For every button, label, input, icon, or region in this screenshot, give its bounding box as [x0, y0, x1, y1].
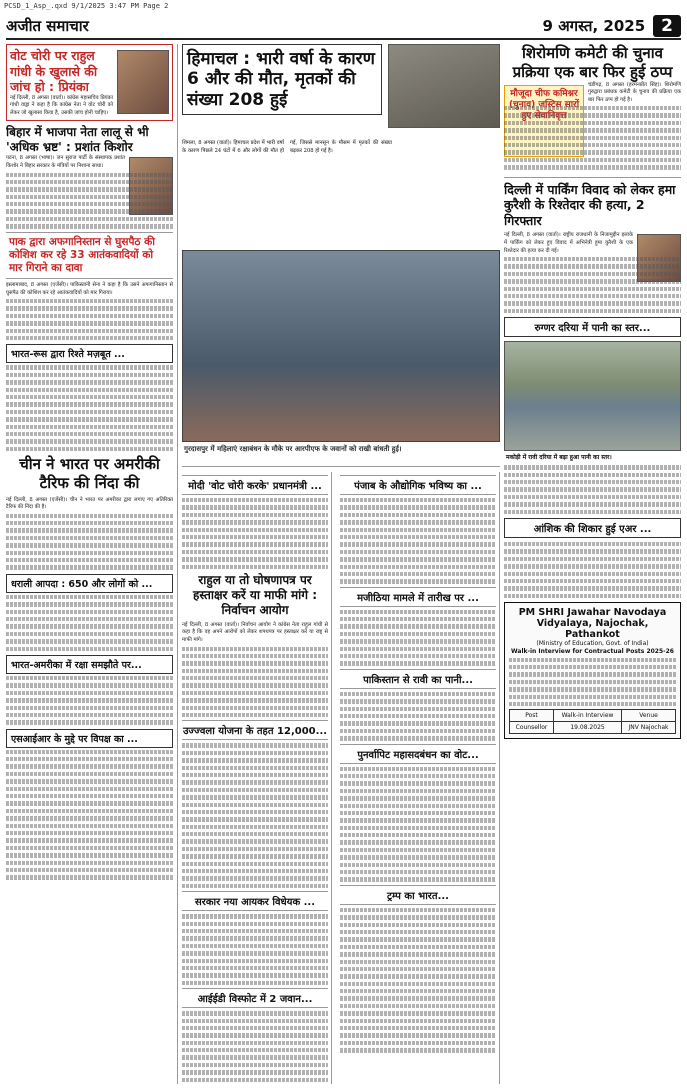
body-filler	[504, 465, 681, 514]
body-filler	[504, 542, 681, 598]
body-filler	[340, 498, 496, 584]
body-filler	[6, 750, 173, 880]
headline-sir-opposition: एसआईआर के मुद्दे पर विपक्ष का ...	[6, 729, 173, 748]
ad-filler	[509, 658, 676, 707]
body-pak-afghan: इस्लामाबाद, 8 अगस्त (एजेंसी)। पाकिस्तानी सेना ने कहा है कि उसने अफगानिस्तान से घुसपैठ की कोशिश कर रहे आतंकवादियों को मार गिराया।	[6, 282, 173, 296]
print-slug: PCSD_1_Asp_.qxd 9/1/2025 3:47 PM Page 2	[4, 2, 169, 10]
body-filler	[504, 257, 681, 313]
priyanka-photo	[117, 50, 169, 114]
body-filler	[6, 676, 173, 725]
middle-column-a	[182, 472, 332, 1084]
headline-defence-pact: भारत-अमरीका में रक्षा समझौते पर...	[6, 655, 173, 674]
headline-income-tax-bill: सरकार नया आयकर विधेयक ...	[182, 891, 328, 911]
ad-cell: Counsellor	[510, 722, 554, 734]
headline-china-tariff: चीन ने भारत पर अमरीकी टैरिफ की निंदा की	[19, 455, 160, 492]
body-filler	[6, 595, 173, 651]
headline-pak-afghan: पाक द्वारा अफगानिस्तान से घुसपैठ की कोशिश कर रहे 33 आतंकवादियों को मार गिराने का दावा	[6, 232, 173, 279]
article-priyanka	[6, 44, 173, 121]
body-priyanka: नई दिल्ली, 8 अगस्त (वार्ता)। कांग्रेस महासचिव प्रियंका गांधी वाड्रा ने कहा है कि कांग्रेस नेता ने वोट चोरी को लेकर जो खुलासा किया है, उसकी जांच होनी चाहिए।	[10, 94, 113, 116]
ad-cell: JNV Najochak	[622, 722, 676, 734]
headline-rahul-affidavit: राहुल या तो घोषणापत्र पर हस्ताक्षर करें या माफी मांगे : निर्वाचन आयोग	[192, 572, 318, 617]
page-number: 2	[653, 15, 681, 37]
body-filler	[6, 365, 173, 451]
ad-table-header	[510, 710, 676, 722]
body-filler	[182, 647, 328, 718]
body-filler	[504, 106, 681, 170]
headline-air-india: आंशिक की शिकार हुई एअर ...	[504, 518, 681, 538]
body-filler	[6, 299, 173, 340]
himachal-title-box	[182, 44, 382, 115]
headline-dharali: धराली आपदा : 650 और लोगों को ...	[6, 574, 173, 593]
masthead	[6, 14, 681, 40]
article-sgpc-elections	[504, 44, 681, 178]
body-filler	[340, 610, 496, 666]
newspaper-title: अजीत समाचार	[6, 17, 89, 35]
body-filler	[340, 692, 496, 741]
ad-table	[509, 709, 676, 734]
ad-col: Venue	[622, 710, 676, 722]
body-filler	[182, 1011, 328, 1084]
body-sgpc: चंडीगढ़, 8 अगस्त (हरमनप्रीत सिंह)। शिरोमणि गुरुद्वारा प्रबंधक कमेटी के चुनाव की प्रक्रिया एक बार फिर ठप्प हो गई है।	[588, 81, 681, 103]
headline-punjab-industry: पंजाब के औद्योगिक भविष्य का ...	[340, 475, 496, 495]
body-filler	[340, 908, 496, 1053]
pull-quote: मौजूदा चीफ कमिश्नर (चुनाव) जस्टिस सारों हुए सेवानिवृत्त	[504, 85, 584, 157]
river-photo-caption: मकोड़ी में रावी दरिया में बढ़ा हुआ पानी का स्तर।	[506, 454, 612, 462]
headline-river-level: रुग्णर दरिया में पानी का स्तर...	[504, 317, 681, 337]
river-photo	[504, 341, 681, 451]
ad-col: Post	[510, 710, 554, 722]
headline-trump-india: ट्रम्प का भारत...	[340, 885, 496, 905]
body-filler	[6, 514, 173, 570]
ad-line: Walk-in Interview for Contractual Posts 2025-26	[511, 647, 674, 655]
issue-date: 9 अगस्त, 2025	[542, 17, 646, 35]
ad-col: Walk-in Interview	[554, 710, 622, 722]
body-filler	[182, 914, 328, 985]
ad-subtitle: (Ministry of Education, Govt. of India)	[536, 640, 649, 648]
flood-photo	[388, 44, 500, 128]
headline-ied-blast: आईईडी विस्फोट में 2 जवान...	[182, 988, 328, 1008]
rakhi-protest-photo	[182, 250, 500, 442]
jnv-advertisement	[504, 602, 681, 739]
ad-table-row	[510, 722, 676, 734]
body-himachal	[182, 140, 500, 250]
masthead-right	[543, 15, 681, 37]
headline-modi-vote: मोदी 'वोट चोरी करके' प्रधानमंत्री ...	[182, 475, 328, 495]
headline-huma-qureshi: दिल्ली में पार्किंग विवाद को लेकर हमा कुरैशी के रिश्तेदार की हत्या, 2 गिरफ्तार	[504, 181, 676, 228]
ad-cell: 19.08.2025	[554, 722, 622, 734]
headline-ravi-water: पाकिस्तान से रावी का पानी...	[340, 669, 496, 689]
body-filler	[182, 498, 328, 569]
body-filler	[182, 743, 328, 888]
headline-mahagathbandhan: पुनर्वापिट महासदबंधन का वोट...	[340, 744, 496, 764]
headline-majithia: मजीठिया मामले में तारीख पर ...	[340, 587, 496, 607]
right-column	[504, 44, 681, 1084]
headline-sgpc: शिरोमणि कमेटी की चुनाव प्रक्रिया एक बार फिर हुई ठप्प	[512, 44, 673, 81]
ad-title: PM SHRI Jawahar Navodaya Vidyalaya, Najochak, Pathankot	[518, 607, 667, 641]
body-prashant-kishor: पटना, 8 अगस्त (भाषा)। जन सुराज पार्टी के संस्थापक प्रशांत किशोर ने बिहार सरकार के मंत्रियों पर निशाना साधा।	[6, 155, 125, 169]
headline-india-russia: भारत-रूस द्वारा रिश्ते मज़बूत ...	[6, 344, 173, 363]
left-column	[6, 44, 178, 1084]
middle-column-b	[337, 472, 500, 1084]
himachal-text: शिमला, 8 अगस्त (वार्ता)। हिमाचल प्रदेश में भारी वर्षा के कारण पिछले 24 घंटों में 6 और लोगों की मौत हो गई, जिससे मानसून के मौसम में मृतकों की संख्या बढ़कर 208 हो गई है।	[182, 140, 392, 154]
body-huma-qureshi: नई दिल्ली, 8 अगस्त (वार्ता)। राष्ट्रीय राजधानी के निजामुद्दीन इलाके में पार्किंग को लेकर हुए विवाद में अभिनेत्री हुमा कुरैशी के एक रिश्तेदार की हत्या कर दी गई।	[504, 232, 633, 254]
rakhi-photo-caption: गुरदासपुर में महिलाएं रक्षाबंधन के मौके पर आरपीएफ के जवानों को राखी बांधती हुई।	[182, 443, 500, 467]
headline-ujjwala: उज्ज्वला योजना के तहत 12,000...	[182, 720, 328, 740]
headline-priyanka: वोट चोरी पर राहुल गांधी के खुलासे की जांच हो : प्रियंका	[10, 48, 98, 95]
body-china-tariff: नई दिल्ली, 8 अगस्त (एजेंसी)। चीन ने भारत पर अमरीका द्वारा लगाए गए अतिरिक्त टैरिफ की निंदा की है।	[6, 496, 173, 511]
body-filler	[340, 767, 496, 882]
headline-prashant-kishor: बिहार में भाजपा नेता लालू से भी 'अधिक भ्रष्ट' : प्रशांत किशोर	[6, 125, 149, 155]
body-rahul-affidavit: नई दिल्ली, 8 अगस्त (वार्ता)। निर्वाचन आयोग ने कांग्रेस नेता राहुल गांधी से कहा है कि वह अपने आरोपों को लेकर शपथपत्र पर हस्ताक्षर करें या राष्ट्र से माफी मांगे।	[182, 621, 328, 643]
headline-himachal: हिमाचल : भारी वर्षा के कारण 6 और की मौत, मृतकों की संख्या 208 हुई	[187, 49, 375, 110]
